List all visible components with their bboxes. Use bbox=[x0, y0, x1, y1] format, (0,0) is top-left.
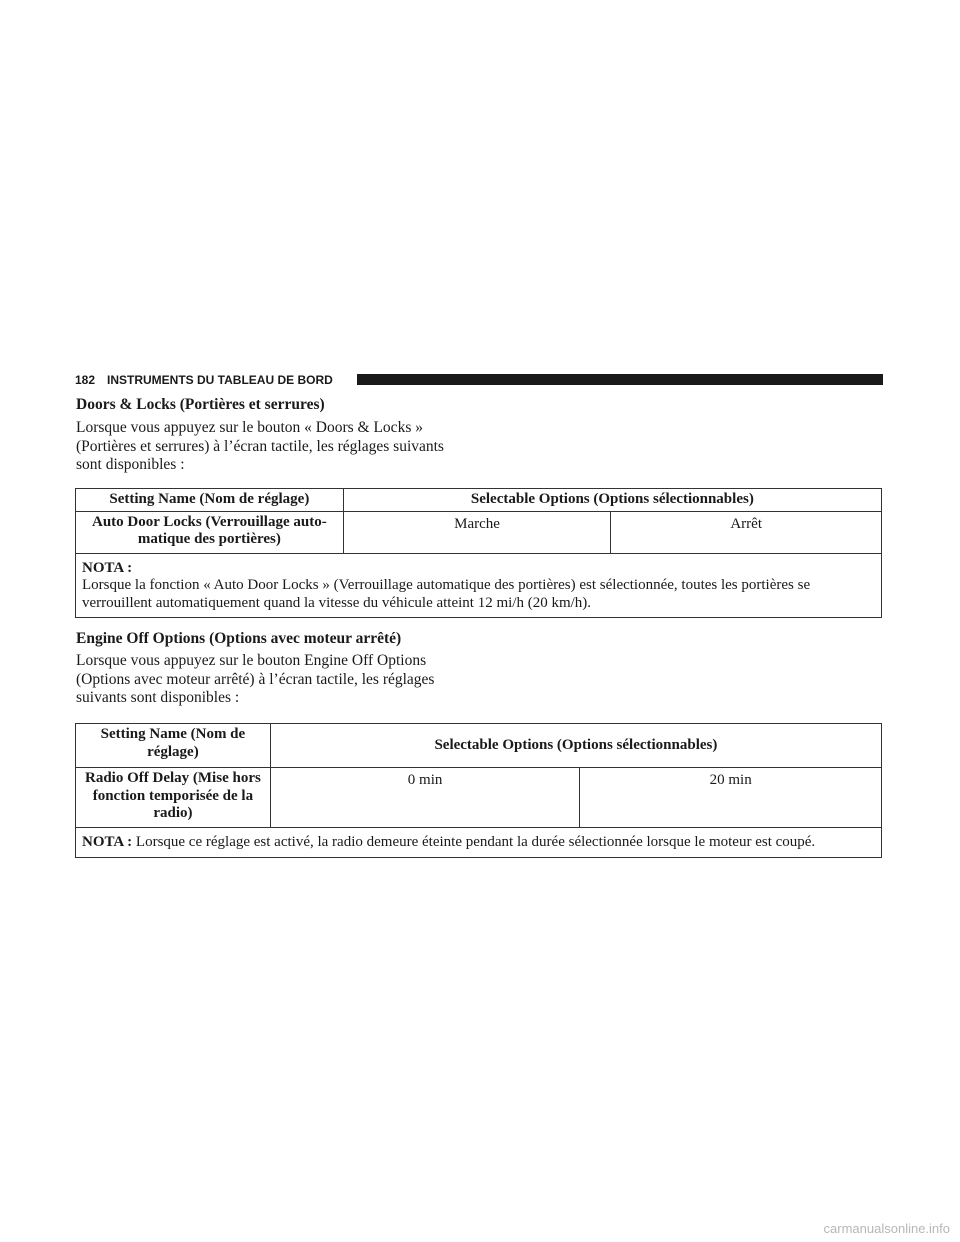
doors-locks-heading: Doors & Locks (Portières et serrures) bbox=[76, 396, 325, 413]
section-title: INSTRUMENTS DU TABLEAU DE BORD bbox=[107, 373, 333, 387]
table-row bbox=[76, 768, 882, 828]
table-header-row bbox=[76, 724, 882, 768]
note-text: Lorsque la fonction « Auto Door Locks » (Verrouillage automatique des portières) est sélectionnée, toutes les portières se verrouillent automatiquement quand la vitesse du véhicule atteint 12 mi/h (20 km/h). bbox=[82, 577, 811, 611]
engine-off-intro: Lorsque vous appuyez sur le bouton Engine Off Options (Options avec moteur arrêté) à l’écran tactile, les réglages suivants sont disponibles : bbox=[76, 652, 435, 706]
option-arret: Arrêt bbox=[611, 511, 882, 553]
col-options-header: Selectable Options (Options sélectionnables) bbox=[343, 489, 881, 512]
doors-locks-intro: Lorsque vous appuyez sur le bouton « Doors & Locks » (Portières et serrures) à l’écran tactile, les réglages suivants sont disponibles : bbox=[76, 419, 444, 473]
col-setting-header: Setting Name (Nom de réglage) bbox=[76, 724, 271, 768]
note-label: NOTA : bbox=[82, 559, 133, 576]
note-text: Lorsque ce réglage est activé, la radio demeure éteinte pendant la durée sélectionnée lorsque le moteur est coupé. bbox=[135, 834, 816, 850]
engine-off-heading: Engine Off Options (Options avec moteur arrêté) bbox=[76, 630, 402, 647]
option-20-min: 20 min bbox=[580, 768, 882, 828]
option-marche: Marche bbox=[343, 511, 611, 553]
setting-name: Radio Off Delay (Mise hors fonction temporisée de la radio) bbox=[76, 768, 271, 828]
page-number: 182 bbox=[75, 373, 96, 387]
note-row bbox=[76, 553, 882, 618]
note-label: NOTA : bbox=[82, 834, 133, 850]
col-setting-header: Setting Name (Nom de réglage) bbox=[76, 489, 344, 512]
note-cell bbox=[76, 553, 882, 618]
table-row bbox=[76, 511, 882, 553]
table-header-row bbox=[76, 489, 882, 512]
doors-locks-table bbox=[75, 488, 882, 618]
note-row bbox=[76, 828, 882, 858]
setting-name: Auto Door Locks (Verrouillage auto-matique des portières) bbox=[76, 511, 344, 553]
watermark: carmanualsonline.info bbox=[823, 1221, 950, 1236]
option-0-min: 0 min bbox=[270, 768, 580, 828]
note-cell bbox=[76, 828, 882, 858]
col-options-header: Selectable Options (Options sélectionnables) bbox=[270, 724, 881, 768]
page-header bbox=[75, 372, 883, 388]
header-rule bbox=[357, 374, 883, 385]
engine-off-table bbox=[75, 723, 882, 858]
